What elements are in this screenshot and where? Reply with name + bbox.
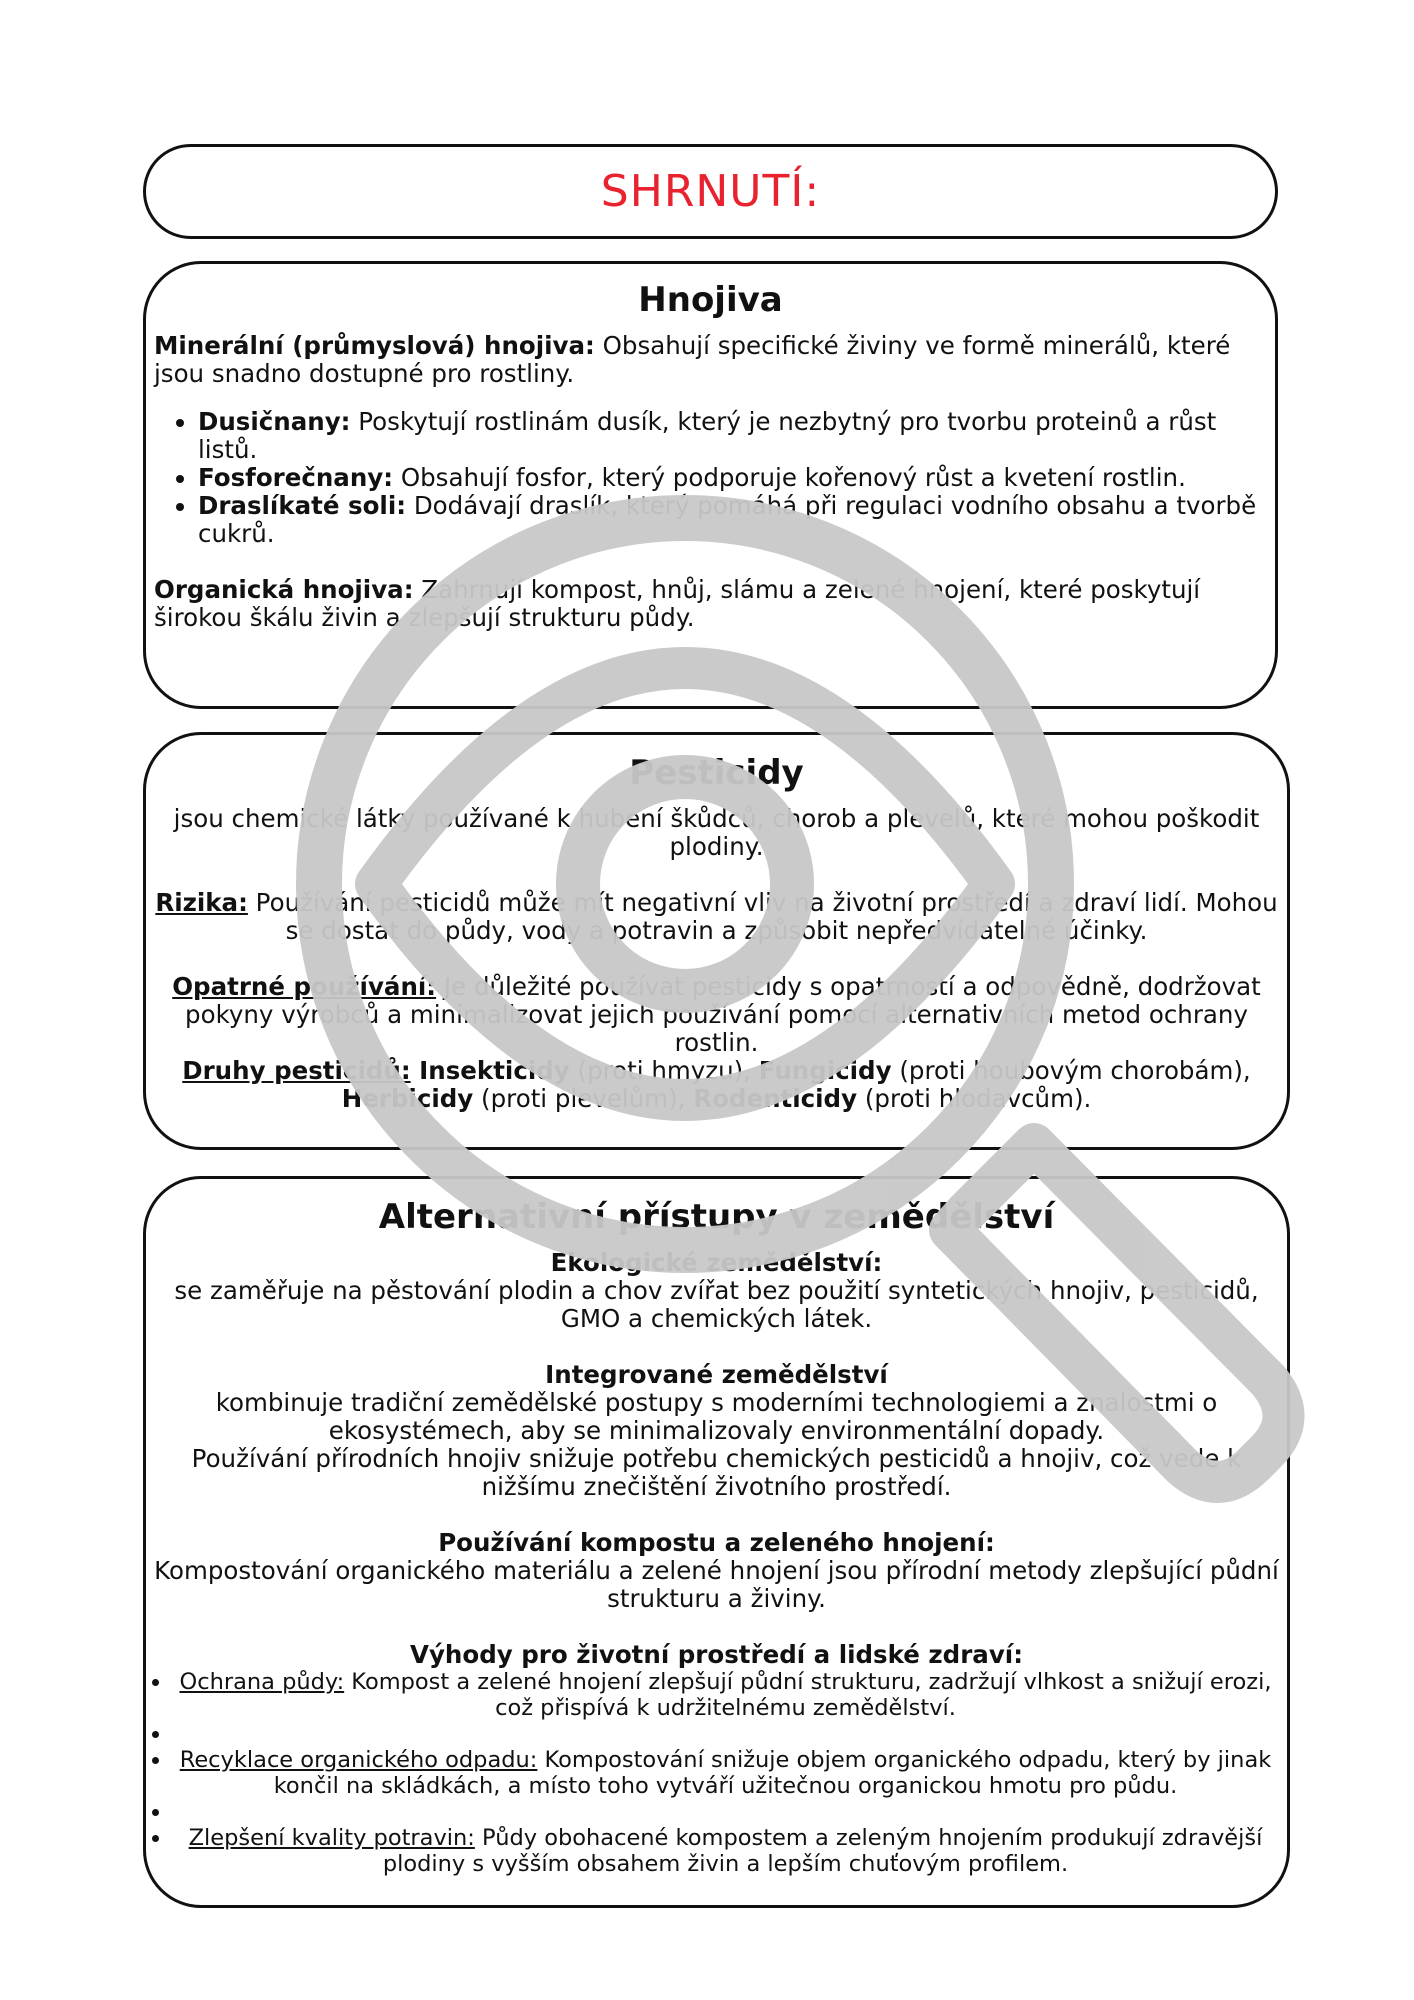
eco-text: se zaměřuje na pěstování plodin a chov zvířat bez použití syntetických hnojiv, pesticidů, GMO a chemických látek.	[174, 1276, 1259, 1333]
fertilizer-list	[154, 408, 1267, 548]
pesticidy-heading: Pesticidy	[629, 753, 804, 793]
risks-label: Rizika:	[155, 888, 248, 917]
title-box	[143, 144, 1278, 239]
organic-label: Organická hnojiva:	[154, 575, 414, 604]
mineral-label: Minerální (průmyslová) hnojiva:	[154, 331, 595, 360]
pesticidy-intro: jsou chemické látky používané k hubení škůdců, chorob a plevelů, které mohou poškodit plodiny.	[173, 804, 1260, 861]
list-item	[198, 492, 1267, 548]
item-label: Draslíkaté soli:	[198, 491, 407, 520]
benefits-label-line	[154, 1641, 1279, 1669]
item-label: Dusičnany:	[198, 407, 351, 436]
organic-text: Zahrnují kompost, hnůj, slámu a zelené hnojení, které poskytují širokou škálu živin a zlepšují strukturu půdy.	[154, 575, 1201, 632]
hnojiva-heading: Hnojiva	[638, 280, 783, 320]
benefits-label: Výhody pro životní prostředí a lidské zdraví:	[409, 1640, 1023, 1669]
benefit-text: Kompost a zelené hnojení zlepšují půdní strukturu, zadržují vlhkost a snižují erozi, což přispívá k udržitelnému zemědělství.	[344, 1669, 1272, 1721]
type-desc: (proti houbovým chorobám),	[891, 1056, 1251, 1085]
organic-paragraph	[154, 576, 1267, 632]
benefit-label: Zlepšení kvality potravin:	[188, 1825, 475, 1851]
page-title: SHRNUTÍ:	[600, 166, 821, 217]
pesticidy-section	[143, 732, 1290, 1150]
eco-label: Ekologické zemědělství:	[550, 1248, 883, 1277]
hnojiva-section	[143, 261, 1278, 709]
item-text: Dodávají draslík, který pomáhá při regulaci vodního obsahu a tvorbě cukrů.	[198, 491, 1257, 548]
benefit-label: Recyklace organického odpadu:	[179, 1747, 538, 1773]
caution-text: Je důležité používat pesticidy s opatrností a odpovědně, dodržovat pokyny výrobců a minimalizovat jejich používání pomocí alternativních metod ochrany rostlin.	[185, 972, 1261, 1057]
type-fungicidy: Fungicidy	[758, 1056, 892, 1085]
type-desc: (proti plevelům),	[473, 1084, 694, 1113]
alternativni-section	[143, 1176, 1290, 1908]
list-item	[172, 1669, 1279, 1721]
integ-label: Integrované zemědělství	[545, 1360, 888, 1389]
type-insekticidy: Insekticidy	[410, 1056, 570, 1085]
types-paragraph	[154, 1057, 1279, 1113]
benefit-text: Půdy obohacené kompostem a zeleným hnojením produkují zdravější plodiny s vyšším obsahem živin a lepším chuťovým profilem.	[382, 1825, 1263, 1877]
types-label: Druhy pesticidů:	[182, 1056, 411, 1085]
alternativni-heading: Alternativní přístupy v zemědělství	[378, 1197, 1055, 1237]
compost-label-line	[154, 1529, 1279, 1557]
list-item	[172, 1747, 1279, 1799]
benefit-label: Ochrana půdy:	[179, 1669, 345, 1695]
eco-label-line	[154, 1249, 1279, 1277]
caution-label: Opatrné používání:	[172, 972, 437, 1001]
list-item	[198, 464, 1267, 492]
list-item-empty	[172, 1721, 1279, 1747]
integ-text-1: kombinuje tradiční zemědělské postupy s moderními technologiemi a znalostmi o ekosystémech, aby se minimalizovaly environmentální dopady.	[215, 1388, 1218, 1445]
type-desc: (proti hmyzu),	[569, 1056, 759, 1085]
benefit-text: Kompostování snižuje objem organického odpadu, který by jinak končil na skládkách, a místo toho vytváří užitečnou organickou hmotu pro půdu.	[273, 1747, 1272, 1799]
type-herbicidy: Herbicidy	[341, 1084, 474, 1113]
item-text: Obsahují fosfor, který podporuje kořenový růst a kvetení rostlin.	[393, 463, 1186, 492]
risks-text: Používání pesticidů může mít negativní vliv na životní prostředí a zdraví lidí. Mohou se dostat do půdy, vody a potravin a způsobit nepředvídatelné účinky.	[247, 888, 1278, 945]
item-text: Poskytují rostlinám dusík, který je nezbytný pro tvorbu proteinů a růst listů.	[198, 407, 1217, 464]
risks-paragraph	[154, 889, 1279, 945]
type-desc: (proti hlodavcům).	[857, 1084, 1092, 1113]
list-item-empty	[172, 1799, 1279, 1825]
list-item	[198, 408, 1267, 464]
compost-label: Používání kompostu a zeleného hnojení:	[438, 1528, 995, 1557]
benefits-list	[154, 1669, 1279, 1877]
list-item	[172, 1825, 1279, 1877]
item-label: Fosforečnany:	[198, 463, 394, 492]
integ-text-2: Používání přírodních hnojiv snižuje potřebu chemických pesticidů a hnojiv, což vede k nižšímu znečištění životního prostředí.	[191, 1444, 1242, 1501]
type-rodenticidy: Rodenticidy	[693, 1084, 858, 1113]
integ-label-line	[154, 1361, 1279, 1389]
mineral-paragraph	[154, 332, 1267, 388]
compost-text: Kompostování organického materiálu a zelené hnojení jsou přírodní metody zlepšující půdní strukturu a živiny.	[154, 1556, 1279, 1613]
mineral-text: Obsahují specifické živiny ve formě minerálů, které jsou snadno dostupné pro rostliny.	[154, 331, 1231, 388]
caution-paragraph	[154, 973, 1279, 1057]
